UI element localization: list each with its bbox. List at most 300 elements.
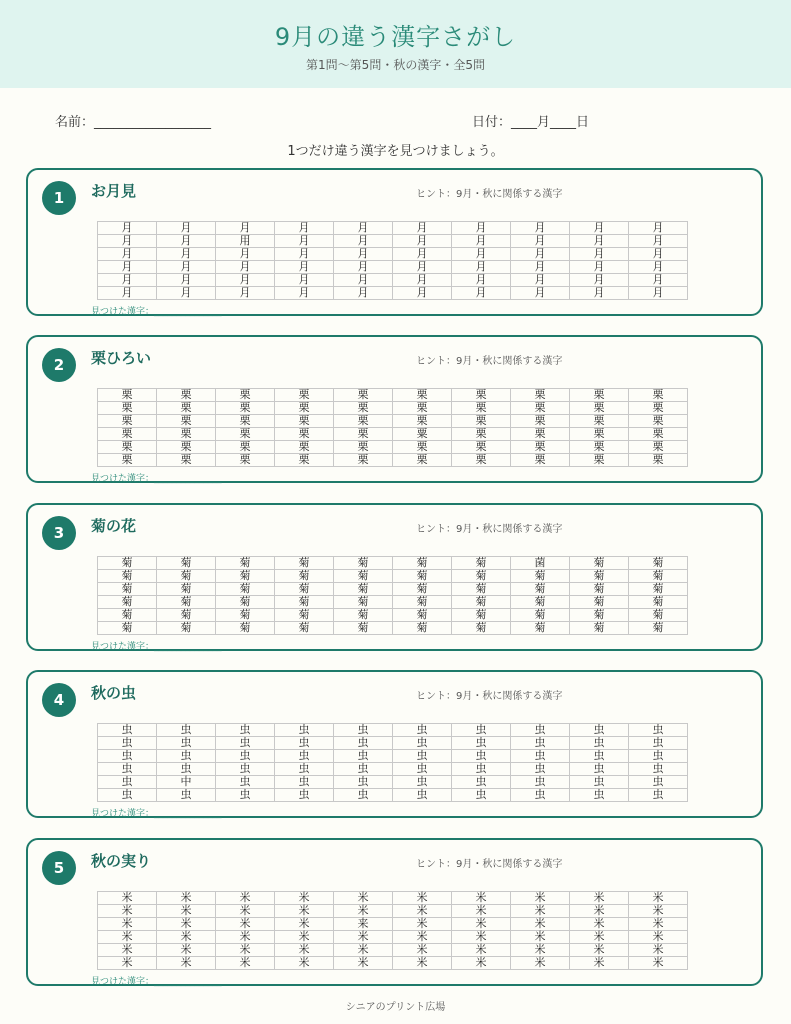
kanji-cell[interactable]: 米 (334, 944, 393, 957)
kanji-cell[interactable]: 月 (511, 222, 570, 235)
kanji-cell[interactable]: 菊 (511, 622, 570, 635)
kanji-cell[interactable]: 菊 (157, 622, 216, 635)
kanji-cell[interactable]: 月 (216, 261, 275, 274)
kanji-cell[interactable]: 菊 (216, 570, 275, 583)
kanji-cell[interactable]: 米 (98, 957, 157, 970)
kanji-cell[interactable]: 栗 (275, 402, 334, 415)
kanji-cell[interactable]: 虫 (98, 776, 157, 789)
kanji-cell[interactable]: 米 (570, 918, 629, 931)
kanji-cell[interactable]: 栗 (334, 441, 393, 454)
kanji-cell[interactable]: 虫 (216, 750, 275, 763)
kanji-cell[interactable]: 米 (629, 931, 688, 944)
kanji-cell[interactable]: 月 (334, 287, 393, 300)
kanji-cell[interactable]: 虫 (629, 750, 688, 763)
kanji-cell[interactable]: 栗 (511, 402, 570, 415)
kanji-cell[interactable]: 栗 (570, 454, 629, 467)
kanji-cell[interactable]: 栗 (334, 454, 393, 467)
kanji-cell[interactable]: 虫 (98, 763, 157, 776)
kanji-cell[interactable]: 栗 (157, 441, 216, 454)
kanji-cell[interactable]: 月 (629, 287, 688, 300)
kanji-cell[interactable]: 月 (629, 235, 688, 248)
kanji-cell[interactable]: 栗 (570, 402, 629, 415)
kanji-cell[interactable]: 菊 (570, 583, 629, 596)
kanji-cell[interactable]: 栗 (511, 454, 570, 467)
kanji-cell[interactable]: 月 (393, 248, 452, 261)
kanji-cell[interactable]: 菊 (98, 609, 157, 622)
kanji-cell[interactable]: 米 (216, 905, 275, 918)
kanji-cell[interactable]: 月 (334, 248, 393, 261)
kanji-cell[interactable]: 月 (275, 274, 334, 287)
kanji-cell[interactable]: 菊 (275, 609, 334, 622)
kanji-cell[interactable]: 栗 (98, 415, 157, 428)
kanji-cell[interactable]: 栗 (629, 389, 688, 402)
kanji-cell[interactable]: 菊 (275, 622, 334, 635)
kanji-cell[interactable]: 月 (511, 235, 570, 248)
kanji-cell[interactable]: 菊 (98, 570, 157, 583)
kanji-cell[interactable]: 虫 (275, 724, 334, 737)
kanji-cell[interactable]: 月 (452, 261, 511, 274)
kanji-cell[interactable]: 米 (157, 957, 216, 970)
kanji-cell[interactable]: 栗 (570, 441, 629, 454)
kanji-cell[interactable]: 虫 (570, 776, 629, 789)
kanji-cell[interactable]: 菊 (334, 596, 393, 609)
kanji-cell[interactable]: 菊 (393, 583, 452, 596)
kanji-cell[interactable]: 菊 (570, 622, 629, 635)
kanji-cell[interactable]: 栗 (216, 428, 275, 441)
kanji-cell[interactable]: 菊 (452, 609, 511, 622)
kanji-cell[interactable]: 菊 (511, 583, 570, 596)
kanji-cell[interactable]: 月 (334, 274, 393, 287)
kanji-cell[interactable]: 栗 (393, 389, 452, 402)
kanji-cell[interactable]: 虫 (511, 724, 570, 737)
kanji-cell[interactable]: 虫 (216, 724, 275, 737)
kanji-cell[interactable]: 月 (570, 274, 629, 287)
kanji-cell[interactable]: 菊 (334, 583, 393, 596)
kanji-cell[interactable]: 虫 (511, 789, 570, 802)
kanji-cell[interactable]: 栗 (452, 441, 511, 454)
kanji-cell[interactable]: 虫 (157, 763, 216, 776)
kanji-cell[interactable]: 虫 (393, 776, 452, 789)
kanji-cell[interactable]: 栗 (157, 389, 216, 402)
kanji-cell[interactable]: 月 (629, 274, 688, 287)
kanji-cell[interactable]: 月 (452, 235, 511, 248)
kanji-cell[interactable]: 菊 (452, 583, 511, 596)
kanji-cell[interactable]: 虫 (275, 776, 334, 789)
kanji-cell[interactable]: 菊 (275, 596, 334, 609)
kanji-cell[interactable]: 菊 (216, 609, 275, 622)
kanji-cell[interactable]: 栗 (98, 389, 157, 402)
kanji-cell[interactable]: 栗 (216, 454, 275, 467)
kanji-cell[interactable]: 米 (452, 944, 511, 957)
kanji-cell[interactable]: 米 (157, 892, 216, 905)
kanji-cell[interactable]: 月 (629, 248, 688, 261)
kanji-cell[interactable]: 月 (334, 261, 393, 274)
kanji-cell[interactable]: 虫 (393, 763, 452, 776)
kanji-cell[interactable]: 菊 (570, 596, 629, 609)
kanji-cell[interactable]: 虫 (570, 789, 629, 802)
kanji-cell[interactable]: 月 (570, 287, 629, 300)
kanji-cell[interactable]: 虫 (98, 789, 157, 802)
kanji-cell[interactable]: 虫 (452, 776, 511, 789)
kanji-cell[interactable]: 菊 (98, 583, 157, 596)
kanji-cell[interactable]: 月 (157, 235, 216, 248)
kanji-cell[interactable]: 栗 (393, 402, 452, 415)
kanji-cell[interactable]: 米 (98, 892, 157, 905)
kanji-cell[interactable]: 栗 (216, 441, 275, 454)
kanji-cell[interactable]: 米 (98, 918, 157, 931)
kanji-cell[interactable]: 米 (216, 957, 275, 970)
kanji-cell[interactable]: 米 (570, 905, 629, 918)
kanji-cell[interactable]: 月 (157, 274, 216, 287)
kanji-cell[interactable]: 米 (629, 944, 688, 957)
kanji-cell[interactable]: 米 (629, 918, 688, 931)
kanji-cell[interactable]: 菊 (511, 570, 570, 583)
kanji-cell[interactable]: 虫 (157, 750, 216, 763)
kanji-cell[interactable]: 米 (275, 957, 334, 970)
kanji-cell[interactable]: 栗 (275, 428, 334, 441)
kanji-cell[interactable]: 月 (275, 248, 334, 261)
kanji-cell[interactable]: 月 (511, 287, 570, 300)
kanji-cell[interactable]: 米 (393, 892, 452, 905)
kanji-cell[interactable]: 月 (334, 235, 393, 248)
kanji-cell[interactable]: 栗 (629, 402, 688, 415)
kanji-cell[interactable]: 米 (629, 892, 688, 905)
kanji-cell[interactable]: 月 (275, 261, 334, 274)
kanji-cell[interactable]: 菊 (275, 557, 334, 570)
kanji-cell[interactable]: 虫 (334, 750, 393, 763)
kanji-cell[interactable]: 菊 (570, 570, 629, 583)
kanji-cell[interactable]: 米 (334, 892, 393, 905)
kanji-cell[interactable]: 米 (511, 944, 570, 957)
kanji-cell[interactable]: 菊 (393, 570, 452, 583)
kanji-cell[interactable]: 米 (452, 931, 511, 944)
kanji-cell[interactable]: 栗 (157, 402, 216, 415)
kanji-cell[interactable]: 米 (570, 931, 629, 944)
kanji-cell[interactable]: 菊 (511, 596, 570, 609)
kanji-cell[interactable]: 栗 (511, 428, 570, 441)
kanji-cell[interactable]: 栗 (275, 441, 334, 454)
kanji-cell[interactable]: 虫 (275, 750, 334, 763)
kanji-cell[interactable]: 菊 (216, 557, 275, 570)
kanji-cell[interactable]: 虫 (275, 763, 334, 776)
kanji-cell[interactable]: 月 (157, 287, 216, 300)
kanji-cell[interactable]: 虫 (98, 724, 157, 737)
kanji-cell[interactable]: 栗 (452, 402, 511, 415)
kanji-cell[interactable]: 米 (275, 905, 334, 918)
kanji-cell[interactable]: 菊 (393, 557, 452, 570)
kanji-cell[interactable]: 虫 (334, 763, 393, 776)
kanji-cell[interactable]: 菊 (275, 570, 334, 583)
kanji-cell[interactable]: 虫 (570, 750, 629, 763)
kanji-cell[interactable]: 月 (157, 248, 216, 261)
kanji-cell[interactable]: 月 (98, 248, 157, 261)
kanji-cell[interactable]: 菊 (157, 609, 216, 622)
kanji-cell[interactable]: 月 (511, 261, 570, 274)
kanji-cell[interactable]: 虫 (98, 737, 157, 750)
kanji-cell[interactable]: 月 (98, 261, 157, 274)
kanji-cell[interactable]: 菊 (393, 622, 452, 635)
kanji-cell[interactable]: 米 (216, 918, 275, 931)
kanji-cell[interactable]: 虫 (570, 724, 629, 737)
kanji-cell[interactable]: 菊 (629, 570, 688, 583)
kanji-cell[interactable]: 米 (452, 918, 511, 931)
kanji-cell[interactable]: 月 (98, 222, 157, 235)
kanji-cell[interactable]: 米 (511, 892, 570, 905)
kanji-cell[interactable]: 月 (452, 248, 511, 261)
kanji-cell[interactable]: 米 (511, 931, 570, 944)
kanji-cell[interactable]: 菊 (629, 583, 688, 596)
kanji-cell[interactable]: 菊 (157, 557, 216, 570)
kanji-cell[interactable]: 栗 (157, 428, 216, 441)
kanji-cell[interactable]: 栗 (629, 454, 688, 467)
kanji-cell[interactable]: 栗 (275, 454, 334, 467)
kanji-cell[interactable]: 米 (216, 892, 275, 905)
kanji-cell[interactable]: 月 (98, 274, 157, 287)
kanji-cell[interactable]: 栗 (452, 428, 511, 441)
kanji-cell[interactable]: 月 (452, 274, 511, 287)
kanji-cell[interactable]: 菊 (570, 609, 629, 622)
kanji-cell[interactable]: 虫 (275, 789, 334, 802)
kanji-cell[interactable]: 菊 (216, 622, 275, 635)
kanji-cell[interactable]: 月 (393, 261, 452, 274)
kanji-cell[interactable]: 菊 (157, 583, 216, 596)
kanji-cell[interactable]: 米 (216, 944, 275, 957)
kanji-cell[interactable]: 菊 (334, 570, 393, 583)
kanji-cell[interactable]: 栗 (570, 389, 629, 402)
kanji-cell[interactable]: 米 (275, 944, 334, 957)
kanji-cell[interactable]: 栗 (216, 389, 275, 402)
kanji-cell[interactable]: 米 (275, 892, 334, 905)
kanji-cell[interactable]: 栗 (452, 415, 511, 428)
kanji-cell[interactable]: 栗 (629, 428, 688, 441)
kanji-cell[interactable]: 月 (98, 287, 157, 300)
kanji-cell[interactable]: 虫 (98, 750, 157, 763)
kanji-cell[interactable]: 米 (629, 905, 688, 918)
kanji-cell[interactable]: 中 (157, 776, 216, 789)
kanji-cell[interactable]: 菊 (452, 596, 511, 609)
kanji-cell[interactable]: 月 (216, 274, 275, 287)
kanji-cell[interactable]: 月 (157, 261, 216, 274)
kanji-cell[interactable]: 虫 (393, 789, 452, 802)
kanji-cell[interactable]: 虫 (452, 750, 511, 763)
kanji-cell[interactable]: 栗 (629, 415, 688, 428)
kanji-cell[interactable]: 月 (570, 235, 629, 248)
kanji-cell[interactable]: 虫 (216, 737, 275, 750)
kanji-cell[interactable]: 菊 (216, 583, 275, 596)
kanji-cell[interactable]: 米 (334, 957, 393, 970)
kanji-cell[interactable]: 米 (570, 957, 629, 970)
kanji-cell[interactable]: 月 (275, 222, 334, 235)
kanji-cell[interactable]: 菊 (275, 583, 334, 596)
kanji-cell[interactable]: 栗 (216, 415, 275, 428)
kanji-cell[interactable]: 月 (216, 222, 275, 235)
kanji-cell[interactable]: 菊 (629, 622, 688, 635)
kanji-cell[interactable]: 月 (452, 287, 511, 300)
kanji-cell[interactable]: 米 (98, 944, 157, 957)
kanji-cell[interactable]: 虫 (452, 724, 511, 737)
kanji-cell[interactable]: 栗 (157, 415, 216, 428)
kanji-cell[interactable]: 月 (629, 222, 688, 235)
kanji-cell[interactable]: 栗 (98, 454, 157, 467)
kanji-cell[interactable]: 虫 (452, 737, 511, 750)
kanji-cell[interactable]: 月 (393, 274, 452, 287)
kanji-cell[interactable]: 菊 (629, 557, 688, 570)
kanji-cell[interactable]: 菊 (98, 622, 157, 635)
kanji-cell[interactable]: 月 (98, 235, 157, 248)
kanji-cell[interactable]: 虫 (629, 737, 688, 750)
kanji-cell[interactable]: 虫 (511, 750, 570, 763)
kanji-cell[interactable]: 虫 (275, 737, 334, 750)
kanji-cell[interactable]: 月 (275, 235, 334, 248)
kanji-cell[interactable]: 米 (452, 892, 511, 905)
kanji-cell[interactable]: 月 (393, 287, 452, 300)
kanji-cell[interactable]: 月 (570, 261, 629, 274)
kanji-cell[interactable]: 栗 (629, 441, 688, 454)
kanji-cell[interactable]: 菊 (452, 622, 511, 635)
kanji-cell[interactable]: 栗 (511, 415, 570, 428)
kanji-cell[interactable]: 月 (393, 235, 452, 248)
kanji-cell[interactable]: 米 (570, 892, 629, 905)
kanji-cell[interactable]: 栗 (393, 441, 452, 454)
kanji-cell[interactable]: 菊 (629, 596, 688, 609)
kanji-cell[interactable]: 米 (157, 905, 216, 918)
kanji-cell[interactable]: 菊 (98, 596, 157, 609)
kanji-cell[interactable]: 菊 (98, 557, 157, 570)
kanji-cell[interactable]: 虫 (393, 737, 452, 750)
kanji-cell[interactable]: 虫 (511, 776, 570, 789)
kanji-cell[interactable]: 虫 (629, 763, 688, 776)
kanji-cell[interactable]: 米 (570, 944, 629, 957)
kanji-cell[interactable]: 米 (157, 918, 216, 931)
kanji-cell[interactable]: 虫 (334, 776, 393, 789)
kanji-cell[interactable]: 米 (452, 957, 511, 970)
kanji-cell[interactable]: 粟 (393, 428, 452, 441)
kanji-cell[interactable]: 栗 (157, 454, 216, 467)
kanji-cell[interactable]: 米 (511, 905, 570, 918)
kanji-cell[interactable]: 虫 (570, 737, 629, 750)
kanji-cell[interactable]: 栗 (570, 428, 629, 441)
kanji-cell[interactable]: 虫 (216, 776, 275, 789)
kanji-cell[interactable]: 菊 (452, 570, 511, 583)
kanji-cell[interactable]: 虫 (629, 724, 688, 737)
kanji-cell[interactable]: 米 (216, 931, 275, 944)
kanji-cell[interactable]: 栗 (511, 441, 570, 454)
kanji-cell[interactable]: 米 (275, 931, 334, 944)
kanji-cell[interactable]: 栗 (570, 415, 629, 428)
kanji-cell[interactable]: 米 (98, 931, 157, 944)
kanji-cell[interactable]: 栗 (216, 402, 275, 415)
kanji-cell[interactable]: 栗 (98, 428, 157, 441)
kanji-cell[interactable]: 菊 (393, 609, 452, 622)
kanji-cell[interactable]: 米 (275, 918, 334, 931)
kanji-cell[interactable]: 栗 (275, 389, 334, 402)
kanji-cell[interactable]: 菊 (393, 596, 452, 609)
kanji-cell[interactable]: 菊 (511, 609, 570, 622)
kanji-cell[interactable]: 菊 (570, 557, 629, 570)
kanji-cell[interactable]: 虫 (216, 763, 275, 776)
kanji-cell[interactable]: 菊 (629, 609, 688, 622)
kanji-cell[interactable]: 栗 (98, 402, 157, 415)
kanji-cell[interactable]: 栗 (393, 415, 452, 428)
kanji-cell[interactable]: 虫 (570, 763, 629, 776)
kanji-cell[interactable]: 虫 (511, 763, 570, 776)
kanji-cell[interactable]: 虫 (334, 737, 393, 750)
kanji-cell[interactable]: 月 (216, 248, 275, 261)
kanji-cell[interactable]: 虫 (334, 789, 393, 802)
kanji-cell[interactable]: 月 (393, 222, 452, 235)
kanji-cell[interactable]: 虫 (452, 763, 511, 776)
kanji-cell[interactable]: 米 (334, 931, 393, 944)
kanji-cell[interactable]: 菊 (157, 570, 216, 583)
kanji-cell[interactable]: 月 (157, 222, 216, 235)
kanji-cell[interactable]: 米 (393, 931, 452, 944)
kanji-cell[interactable]: 米 (157, 931, 216, 944)
kanji-cell[interactable]: 月 (275, 287, 334, 300)
kanji-cell[interactable]: 米 (393, 918, 452, 931)
kanji-cell[interactable]: 米 (511, 918, 570, 931)
kanji-cell[interactable]: 用 (216, 235, 275, 248)
kanji-cell[interactable]: 米 (393, 944, 452, 957)
kanji-cell[interactable]: 栗 (275, 415, 334, 428)
kanji-cell[interactable]: 虫 (157, 724, 216, 737)
kanji-cell[interactable]: 栗 (452, 454, 511, 467)
kanji-cell[interactable]: 菊 (452, 557, 511, 570)
kanji-cell[interactable]: 虫 (157, 789, 216, 802)
kanji-cell[interactable]: 虫 (157, 737, 216, 750)
kanji-cell[interactable]: 栗 (334, 402, 393, 415)
kanji-cell[interactable]: 虫 (393, 750, 452, 763)
kanji-cell[interactable]: 栗 (334, 415, 393, 428)
kanji-cell[interactable]: 菊 (157, 596, 216, 609)
kanji-cell[interactable]: 虫 (511, 737, 570, 750)
kanji-cell[interactable]: 菊 (334, 557, 393, 570)
kanji-cell[interactable]: 月 (452, 222, 511, 235)
kanji-cell[interactable]: 月 (511, 274, 570, 287)
kanji-cell[interactable]: 栗 (452, 389, 511, 402)
kanji-cell[interactable]: 米 (511, 957, 570, 970)
kanji-cell[interactable]: 来 (334, 918, 393, 931)
kanji-cell[interactable]: 月 (334, 222, 393, 235)
kanji-cell[interactable]: 虫 (216, 789, 275, 802)
kanji-cell[interactable]: 月 (216, 287, 275, 300)
kanji-cell[interactable]: 菊 (216, 596, 275, 609)
kanji-cell[interactable]: 米 (629, 957, 688, 970)
kanji-cell[interactable]: 虫 (334, 724, 393, 737)
kanji-cell[interactable]: 栗 (98, 441, 157, 454)
kanji-cell[interactable]: 栗 (511, 389, 570, 402)
kanji-cell[interactable]: 栗 (334, 428, 393, 441)
kanji-cell[interactable]: 虫 (393, 724, 452, 737)
kanji-cell[interactable]: 菊 (334, 622, 393, 635)
kanji-cell[interactable]: 菊 (334, 609, 393, 622)
kanji-cell[interactable]: 月 (570, 222, 629, 235)
kanji-cell[interactable]: 虫 (629, 789, 688, 802)
kanji-cell[interactable]: 月 (511, 248, 570, 261)
kanji-cell[interactable]: 米 (393, 905, 452, 918)
kanji-cell[interactable]: 栗 (393, 454, 452, 467)
kanji-cell[interactable]: 月 (570, 248, 629, 261)
kanji-cell[interactable]: 虫 (452, 789, 511, 802)
kanji-cell[interactable]: 米 (393, 957, 452, 970)
kanji-cell[interactable]: 米 (98, 905, 157, 918)
kanji-cell[interactable]: 米 (157, 944, 216, 957)
kanji-cell[interactable]: 月 (629, 261, 688, 274)
kanji-cell[interactable]: 虫 (629, 776, 688, 789)
kanji-cell[interactable]: 栗 (334, 389, 393, 402)
kanji-cell[interactable]: 菌 (511, 557, 570, 570)
kanji-cell[interactable]: 米 (452, 905, 511, 918)
kanji-cell[interactable]: 米 (334, 905, 393, 918)
